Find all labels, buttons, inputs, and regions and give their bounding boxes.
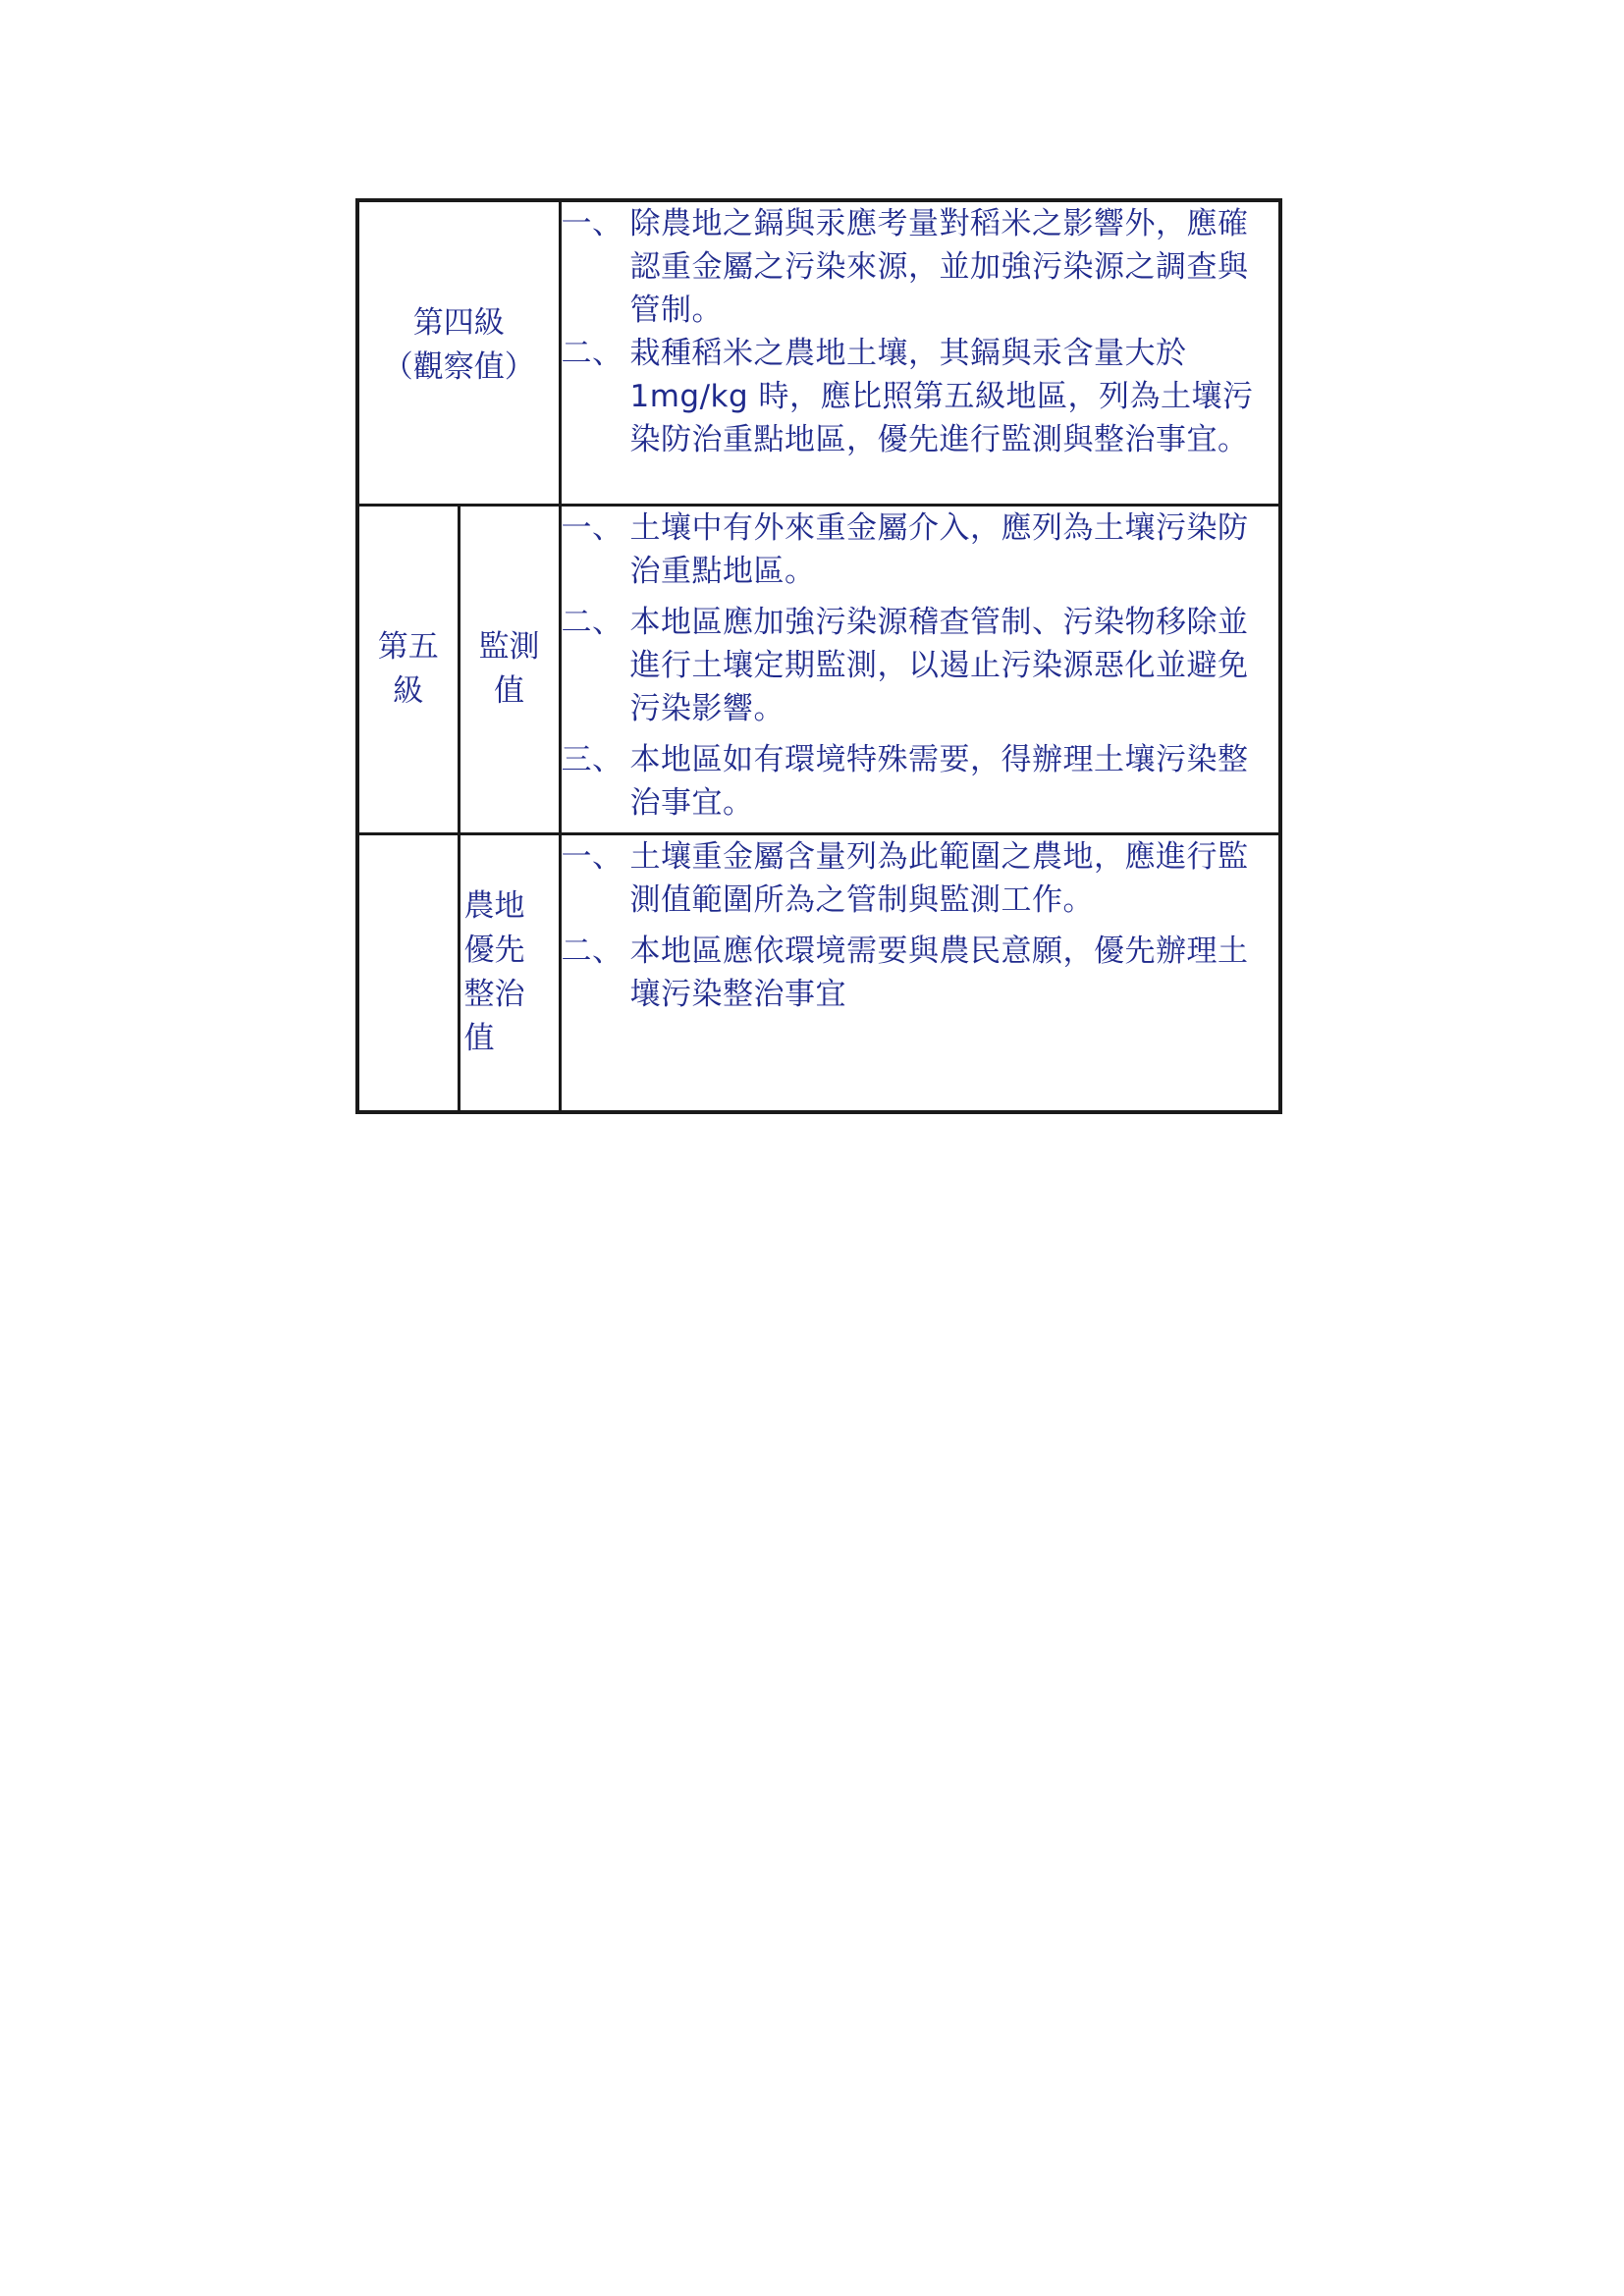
- item-number: 二、: [561, 604, 623, 640]
- table-row: [357, 200, 1280, 505]
- empty-cell: [357, 833, 459, 1112]
- list-item: [562, 202, 1272, 332]
- regulation-table: [355, 198, 1282, 1114]
- list-item: [562, 930, 1272, 1016]
- content-cell-level5: [560, 505, 1280, 833]
- item-text: 土壤重金屬含量列為此範圍之農地，應進行監測值範圍所為之管制與監測工作。: [629, 838, 1249, 918]
- content-cell-level4: [560, 200, 1280, 505]
- item-text: 本地區如有環境特殊需要，得辦理土壤污染整治事宜。: [629, 741, 1249, 821]
- grade-sublabel: （觀察值）: [382, 349, 535, 386]
- list-item: [562, 835, 1272, 922]
- sub-label: 監測值: [478, 628, 540, 709]
- item-text: 本地區應加強污染源稽查管制、污染物移除並進行土壤定期監測，以遏止污染源惡化並避免污染影響。: [629, 604, 1249, 726]
- item-number: 一、: [561, 509, 623, 546]
- item-number: 一、: [561, 838, 623, 875]
- sub-cell-priority: [459, 833, 560, 1112]
- grade-label: 第五級: [377, 628, 439, 709]
- sub-label: 農地優先整治值: [463, 887, 525, 1056]
- list-item: [562, 507, 1272, 593]
- list-item: [562, 738, 1272, 825]
- list-item: [562, 332, 1272, 461]
- item-text: 本地區應依環境需要與農民意願，優先辦理土壤污染整治事宜: [629, 933, 1249, 1012]
- item-number: 二、: [561, 336, 623, 371]
- sub-cell-monitoring: [459, 505, 560, 833]
- list-item: [562, 601, 1272, 730]
- content-cell-priority: [560, 833, 1280, 1112]
- item-text: 栽種稻米之農地土壤，其鎘與汞含量大於1mg/kg 時，應比照第五級地區，列為土壤污染防治重點地區，優先進行監測與整治事宜。: [629, 336, 1254, 457]
- item-number: 三、: [561, 741, 623, 777]
- item-text: 除農地之鎘與汞應考量對稻米之影響外，應確認重金屬之污染來源，並加強污染源之調查與管制。: [629, 206, 1249, 328]
- item-number: 二、: [561, 933, 623, 969]
- item-number: 一、: [561, 206, 623, 241]
- table-row: [357, 833, 1280, 1112]
- grade-cell-level4: [357, 200, 560, 505]
- item-text: 土壤中有外來重金屬介入，應列為土壤污染防治重點地區。: [629, 509, 1249, 589]
- grade-label: 第四級: [412, 305, 505, 342]
- table-row: [357, 505, 1280, 833]
- grade-cell-level5: [357, 505, 459, 833]
